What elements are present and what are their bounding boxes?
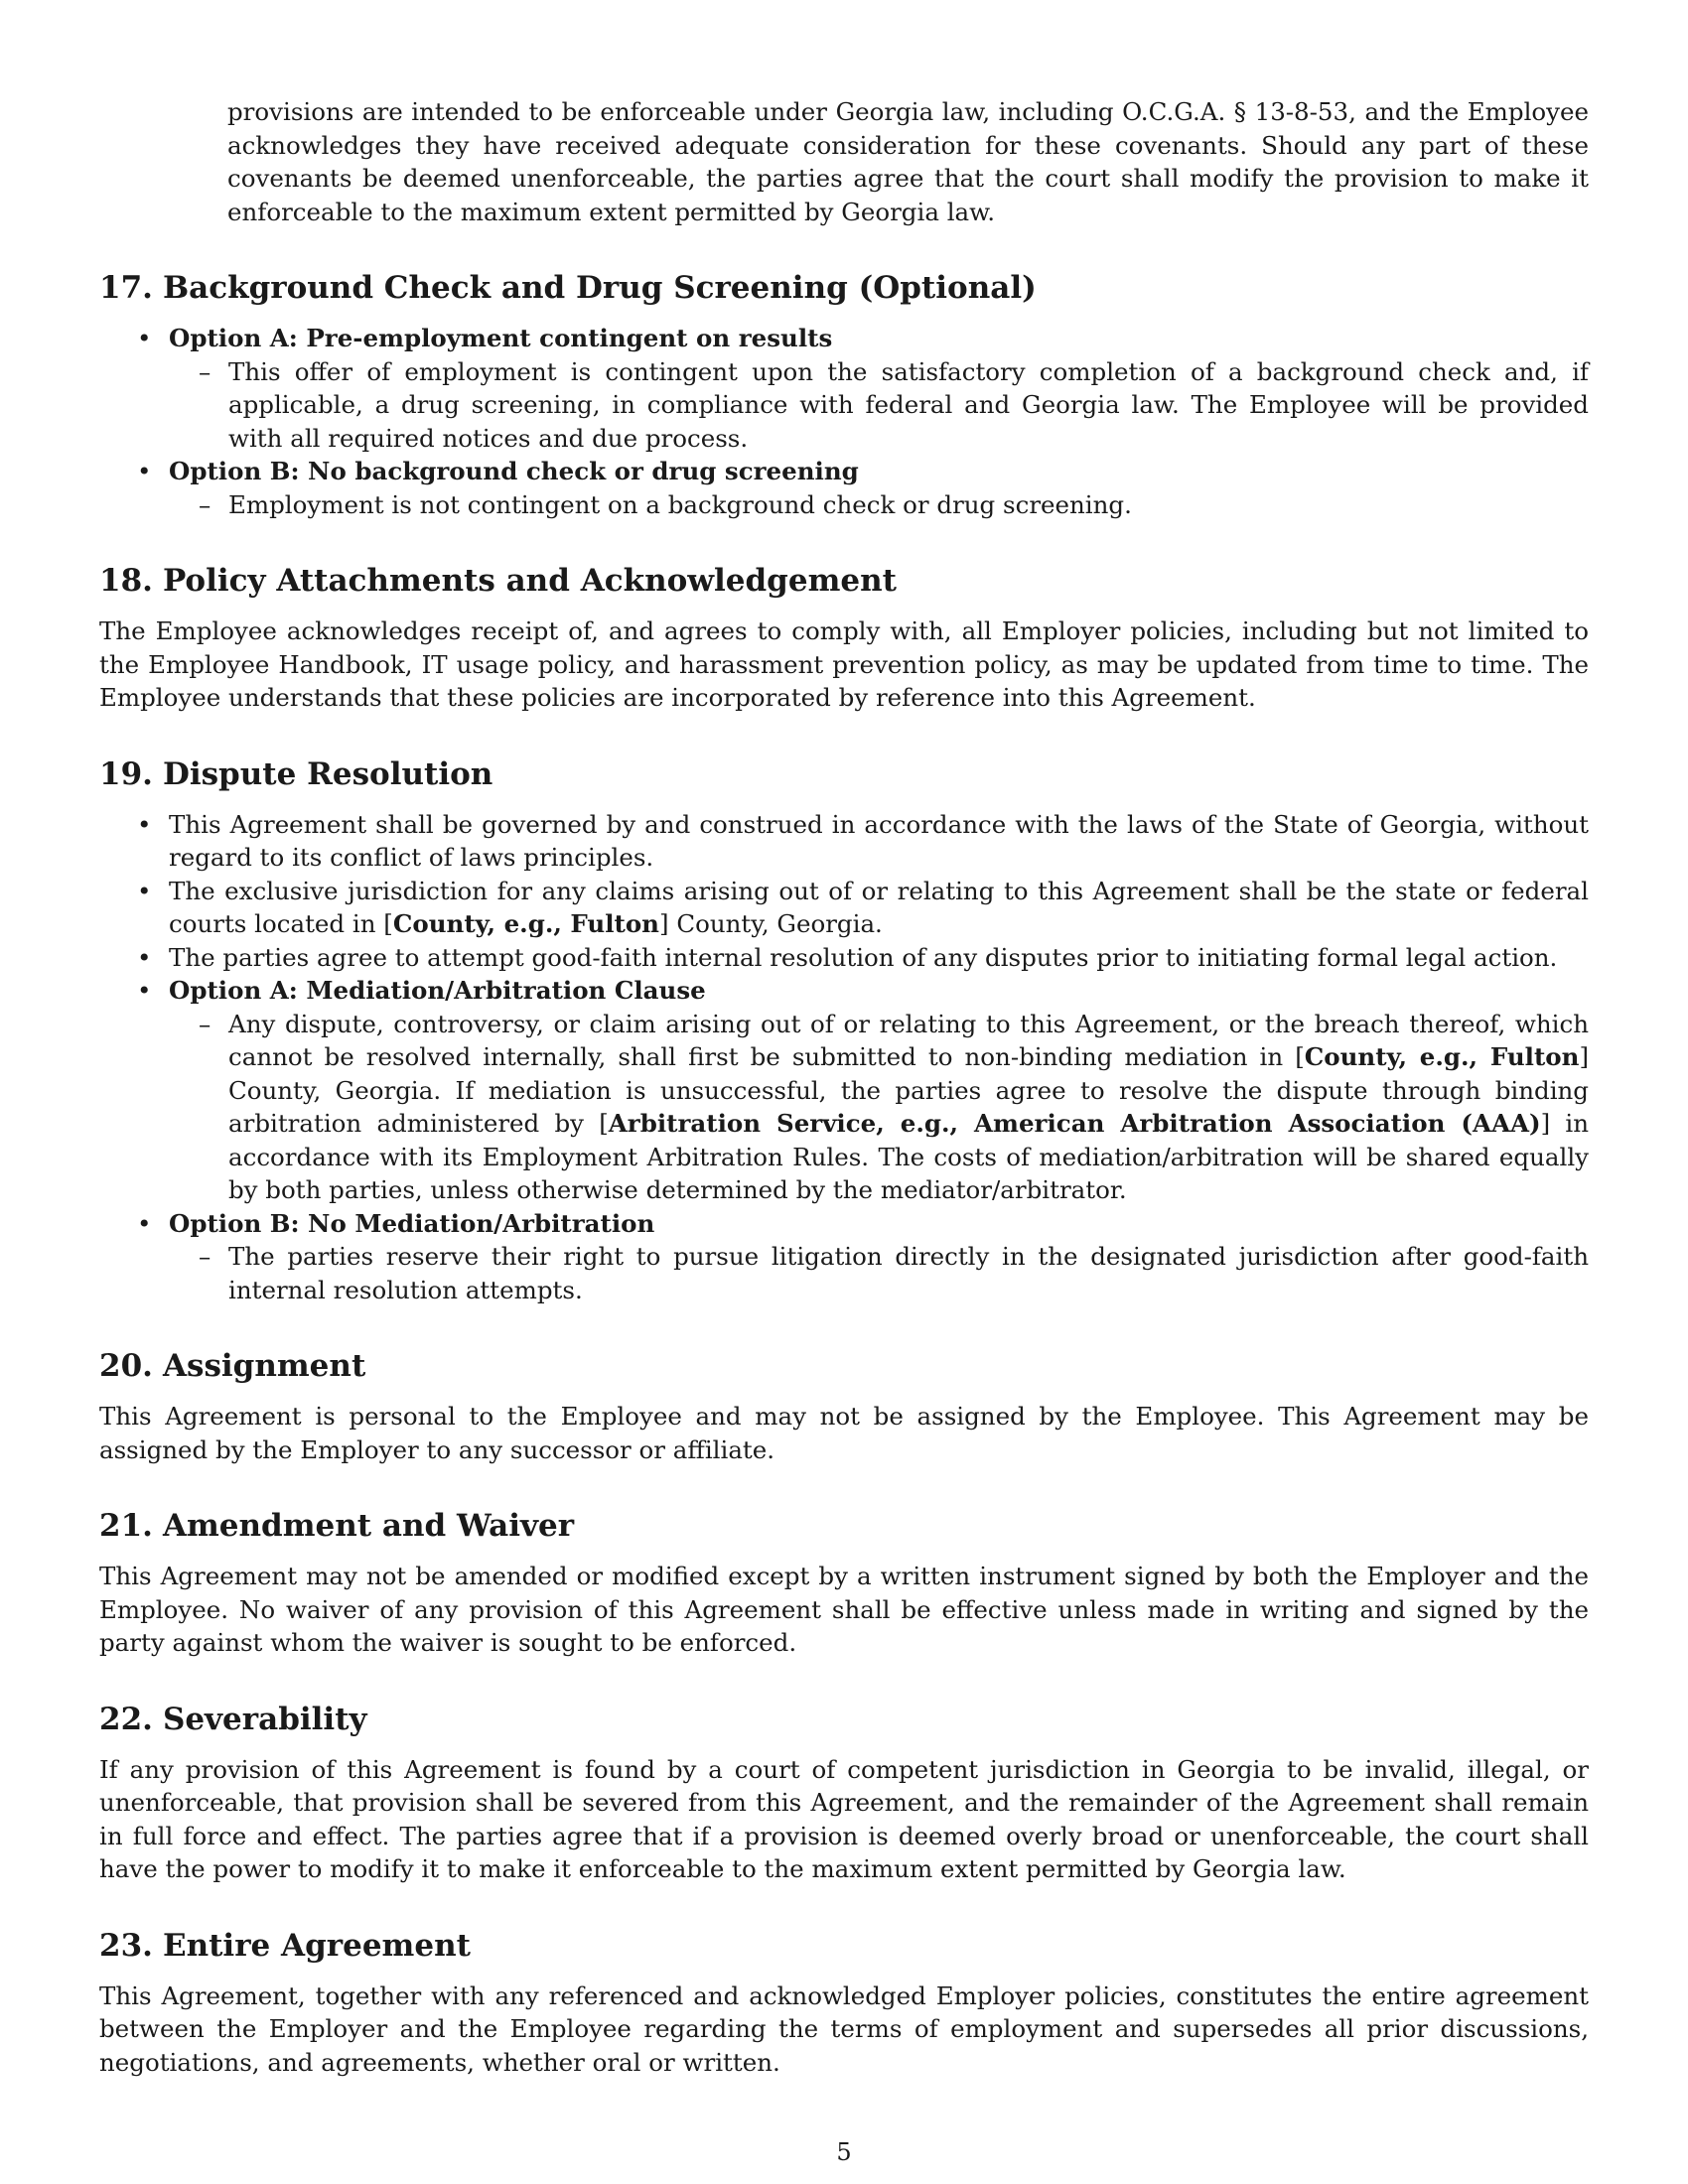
list-item xyxy=(99,974,1589,1207)
section-20-heading: 20. Assignment xyxy=(99,1348,366,1384)
option-b-label: Option B: No Mediation/Arbitration xyxy=(169,1208,655,1238)
section-17 xyxy=(99,268,1589,521)
option-b-label: Option B: No background check or drug screening xyxy=(169,457,859,485)
section-20-text: This Agreement is personal to the Employee and may not be assigned by the Employee. This Agreement may be assigned by the Employer to any successor or affiliate. xyxy=(99,1402,1589,1464)
section-19-heading: 19. Dispute Resolution xyxy=(99,755,493,792)
section-19 xyxy=(99,754,1589,1307)
section-19-list xyxy=(99,808,1589,1307)
section-23-text: This Agreement, together with any referenced and acknowledged Employer policies, constitutes the entire agreement between the Employer and the Employee regarding the terms of employment and supersedes all prior discussions, negotiations, and agreements, whether oral or written. xyxy=(99,1980,1589,2077)
section-23-heading: 23. Entire Agreement xyxy=(99,1927,471,1964)
intro-paragraph: provisions are intended to be enforceable under Georgia law, including O.C.G.A. § 13-8-53, and the Employee acknowledges they have received adequate consideration for these covenants. Should any part of these covenants be deemed unenforceable, the parties agree that the court shall modify the provision to make it enforceable to the maximum extent permitted by Georgia law. xyxy=(227,97,1589,226)
list-item xyxy=(99,455,1589,521)
section-22-text: If any provision of this Agreement is found by a court of competent jurisdiction in Georgia to be invalid, illegal, or unenforceable, that provision shall be severed from this Agreement, and the remainder of the Agreement shall remain in full force and effect. The parties agree that if a provision is deemed overly broad or unenforceable, the court shall have the power to modify it to make it enforceable to the maximum extent permitted by Georgia law. xyxy=(99,1754,1589,1883)
section-18 xyxy=(99,561,1589,715)
option-a-label: Option A: Pre-employment contingent on results xyxy=(169,324,833,352)
list-item xyxy=(99,322,1589,455)
section-17-options xyxy=(99,322,1589,521)
list-item: • The exclusive jurisdiction for any claims arising out of or relating to this Agreement shall be the state or federal courts located in [County, e.g., Fulton] County, Georgia. xyxy=(99,875,1589,941)
section-22-heading: 22. Severability xyxy=(99,1701,367,1737)
section-18-heading: 18. Policy Attachments and Acknowledgement xyxy=(99,563,897,599)
section-21-text: This Agreement may not be amended or modified except by a written instrument signed by both the Employer and the Employee. No waiver of any provision of this Agreement shall be effective unless made in writing and signed by the party against whom the waiver is sought to be enforced. xyxy=(99,1562,1589,1657)
list-item xyxy=(99,1207,1589,1307)
list-item: – Any dispute, controversy, or claim arising out of or relating to this Agreement, or the breach thereof, which cannot be resolved internally, shall first be submitted to non-binding mediation in [County, e.g., Fulton] County, Georgia. If mediation is unsuccessful, the parties agree to resolve the dispute through binding arbitration administered by [Arbitration Service, e.g., American Arbitration Association (AAA)] in accordance with its Employment Arbitration Rules. The costs of mediation/arbitration will be shared equally by both parties, unless otherwise determined by the mediator/arbitrator. xyxy=(169,1008,1589,1207)
list-item: – The parties reserve their right to pursue litigation directly in the designated jurisdiction after good-faith internal resolution attempts. xyxy=(169,1240,1589,1306)
section-21 xyxy=(99,1506,1589,1660)
page-number: 5 xyxy=(836,2138,852,2166)
option-a-label: Option A: Mediation/Arbitration Clause xyxy=(169,976,706,1005)
section-18-text: The Employee acknowledges receipt of, and agrees to comply with, all Employer policies, including but not limited to the Employee Handbook, IT usage policy, and harassment prevention policy, as may be updated from time to time. The Employee understands that these policies are incorporated by reference into this Agreement. xyxy=(99,616,1589,712)
section-17-heading: 17. Background Check and Drug Screening (Optional) xyxy=(99,270,1037,306)
section-21-heading: 21. Amendment and Waiver xyxy=(99,1508,575,1544)
section-23 xyxy=(99,1926,1589,2080)
list-item: – Employment is not contingent on a background check or drug screening. xyxy=(169,488,1589,522)
list-item: • This Agreement shall be governed by and construed in accordance with the laws of the State of Georgia, without regard to its conflict of laws principles. xyxy=(99,808,1589,875)
section-22 xyxy=(99,1700,1589,1886)
list-item: • The parties agree to attempt good-faith internal resolution of any disputes prior to initiating formal legal action. xyxy=(99,941,1589,975)
section-20 xyxy=(99,1346,1589,1466)
list-item: – This offer of employment is contingent upon the satisfactory completion of a background check and, if applicable, a drug screening, in compliance with federal and Georgia law. The Employee will be provided with all required notices and due process. xyxy=(169,355,1589,456)
document-page xyxy=(99,95,1589,2079)
